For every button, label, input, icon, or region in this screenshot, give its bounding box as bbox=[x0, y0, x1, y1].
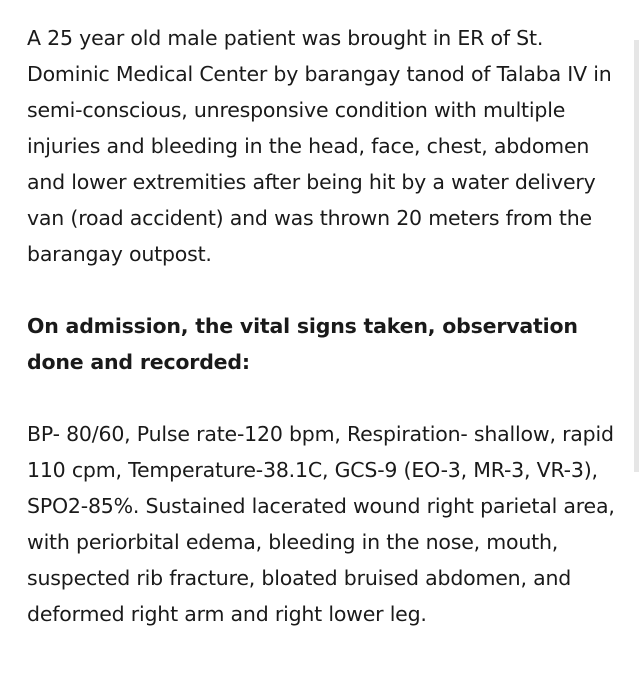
admission-heading: On admission, the vital signs taken, observation done and recorded: bbox=[27, 314, 578, 374]
scrollbar[interactable] bbox=[634, 40, 639, 472]
case-description-paragraph: A 25 year old male patient was brought in ER of St. Dominic Medical Center by barangay tanod of Talaba IV in semi-conscious, unresponsive condition with multiple injuries and bleeding in the head, face, chest, abdomen and lower extremities after being hit by a water delivery van (road accident) and was thrown 20 meters from the barangay outpost. bbox=[27, 26, 612, 266]
vital-signs-paragraph: BP- 80/60, Pulse rate-120 bpm, Respiration- shallow, rapid 110 cpm, Temperature-38.1C, GCS-9 (EO-3, MR-3, VR-3), SPO2-85%. Sustained lacerated wound right parietal area, with periorbital edema, bleeding in the nose, mouth, suspected rib fracture, bloated bruised abdomen, and deformed right arm and right lower leg. bbox=[27, 422, 615, 626]
document-body bbox=[27, 20, 617, 668]
